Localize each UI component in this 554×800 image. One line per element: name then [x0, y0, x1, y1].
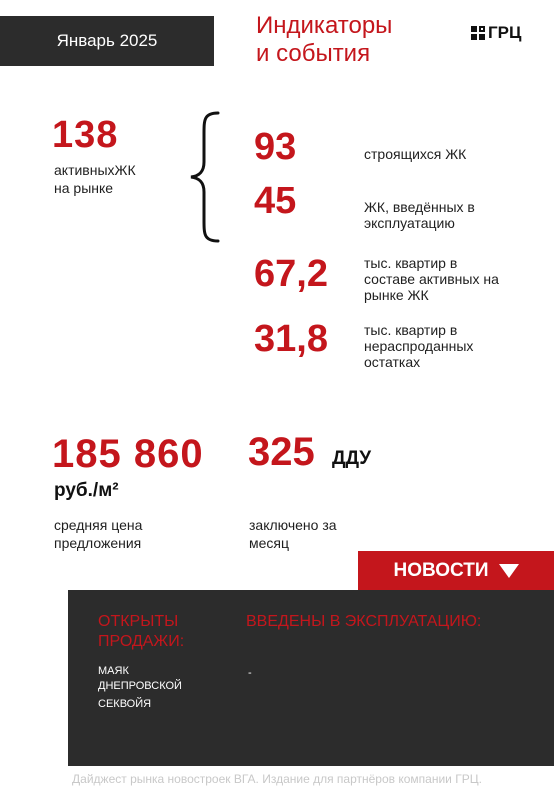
stat-label-line: ЖК, введённых в	[364, 199, 475, 215]
stat-label-apartments-active	[364, 255, 534, 303]
stat-value-unsold: 31,8	[254, 318, 328, 360]
news-panel	[68, 590, 554, 766]
avg-price-label-line: средняя цена	[54, 517, 143, 533]
title-line-2: и события	[256, 40, 371, 67]
stat-label-line: тыс. квартир в	[364, 255, 458, 271]
news-item-line: ДНЕПРОВСКОЙ	[98, 680, 182, 692]
total-label-line-1: активныхЖК	[54, 162, 136, 178]
stat-value-apartments-active: 67,2	[254, 253, 328, 295]
news-item-sequoia: СЕКВОЙЯ	[98, 698, 152, 710]
footer-note: Дайджест рынка новостроек ВГА. Издание для партнёров компании ГРЦ.	[72, 772, 482, 786]
avg-price-unit: руб./м²	[54, 480, 119, 501]
total-complexes-value: 138	[52, 114, 119, 156]
stat-label-commissioned	[364, 199, 534, 231]
stat-label-line: тыс. квартир в	[364, 322, 458, 338]
ddu-label-line: заключено за	[249, 517, 337, 533]
sales-opened-heading-line: ОТКРЫТЫ	[98, 613, 179, 630]
stat-label-line: нераспроданных	[364, 338, 474, 354]
page-title	[256, 12, 392, 68]
avg-price-label	[54, 516, 142, 552]
news-button-label: НОВОСТИ	[393, 560, 489, 581]
stat-label-under-construction	[364, 146, 534, 162]
ddu-value: 325	[248, 430, 315, 474]
news-item-mayak	[98, 664, 182, 694]
sales-opened-heading	[98, 612, 184, 652]
title-line-1: Индикаторы	[256, 12, 393, 39]
stat-label-line: остатках	[364, 354, 421, 370]
avg-price-value: 185 860	[52, 432, 204, 476]
ddu-unit: ДДУ	[332, 448, 372, 469]
stat-value-commissioned: 45	[254, 180, 297, 222]
curly-brace-icon	[188, 110, 222, 244]
ddu-label-line: месяц	[249, 535, 290, 551]
commissioned-heading: ВВЕДЕНЫ В ЭКСПЛУАТАЦИЮ:	[246, 613, 482, 630]
month-label: Январь 2025	[56, 31, 158, 50]
total-label-line-2: на рынке	[54, 180, 114, 196]
month-banner	[0, 16, 214, 66]
stat-value-under-construction: 93	[254, 126, 297, 168]
triangle-down-icon	[499, 564, 519, 578]
logo-text: ГРЦ	[488, 23, 522, 42]
commissioned-item: -	[248, 667, 252, 679]
news-item-line: МАЯК	[98, 665, 129, 677]
news-button[interactable]	[358, 551, 554, 591]
sales-opened-heading-line: ПРОДАЖИ:	[98, 633, 185, 650]
avg-price-label-line: предложения	[54, 535, 142, 551]
stat-label-unsold	[364, 322, 534, 370]
stat-label-line: эксплуатацию	[364, 215, 455, 231]
ddu-label	[249, 516, 337, 552]
stat-label-line: составе активных на	[364, 271, 499, 287]
stat-label-line: строящихся ЖК	[364, 146, 467, 162]
total-complexes-label	[54, 161, 184, 197]
logo	[471, 23, 521, 43]
logo-grid-icon	[471, 26, 485, 40]
stat-label-line: рынке ЖК	[364, 287, 429, 303]
